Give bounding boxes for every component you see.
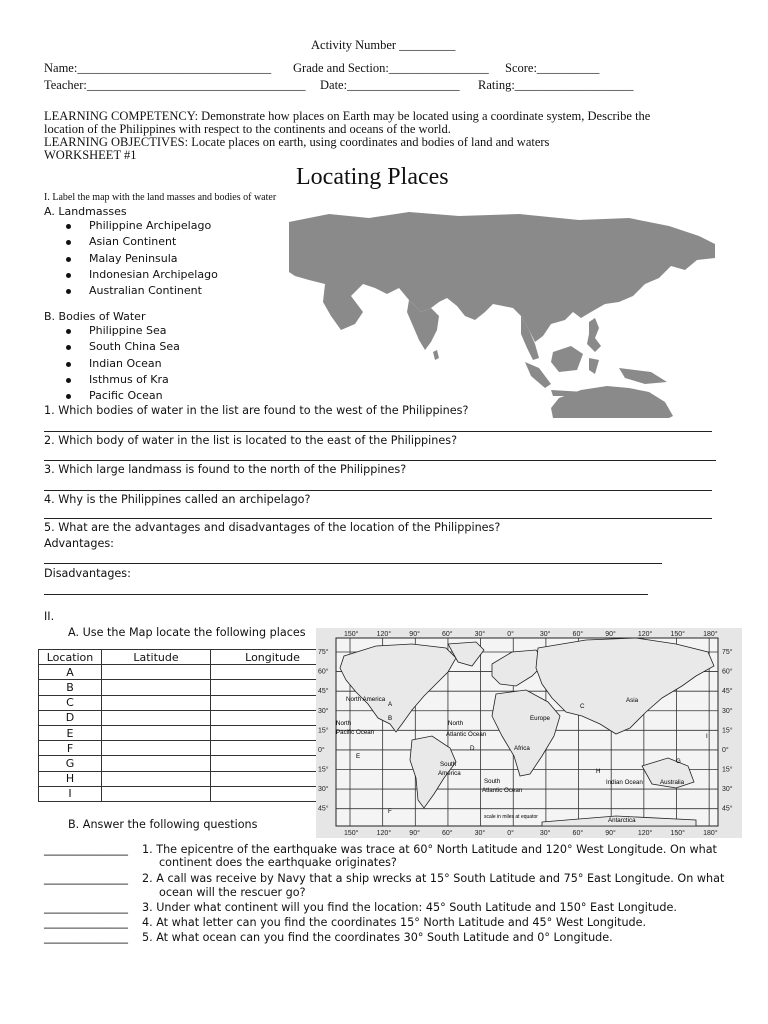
philippines-shape	[587, 318, 601, 352]
right-latitude-label: 15°	[722, 766, 733, 774]
waters-list	[44, 323, 180, 404]
question-3: 3. Which large landmass is found to the north of the Philippines?	[44, 463, 407, 476]
part2-question-5: 5. At what ocean can you find the coordinates 30° South Latitude and 0° Longitude.	[142, 931, 613, 944]
rating-field[interactable]: Rating:___________________	[478, 78, 634, 92]
table-header-location: Location	[39, 650, 102, 665]
label-north-america: North America	[346, 696, 386, 703]
right-latitude-label: 15°	[722, 727, 733, 735]
left-latitude-label: 0°	[318, 746, 325, 754]
top-longitude-label: 150°	[670, 631, 685, 638]
top-longitude-label: 180°	[703, 631, 718, 638]
list-item: Philippine Archipelago	[44, 218, 218, 234]
marker-g: G	[676, 758, 681, 765]
bullet-icon	[66, 289, 71, 294]
part2-question-1: 1. The epicentre of the earthquake was trace at 60° North Latitude and 120° West Longitude. On what	[142, 843, 717, 856]
table-row: F	[39, 741, 335, 756]
table-row: G	[39, 756, 335, 771]
part1-instruction: I. Label the map with the land masses and bodies of water	[44, 192, 277, 203]
latitude-cell[interactable]	[102, 725, 211, 740]
teacher-field[interactable]: Teacher:___________________________________	[44, 78, 306, 92]
list-item: Australian Continent	[44, 283, 218, 299]
table-row: C	[39, 695, 335, 710]
landmasses-list	[44, 218, 218, 299]
answer-blank-5[interactable]: _______________	[44, 931, 128, 944]
marker-a: A	[388, 701, 393, 708]
date-field[interactable]: Date:__________________	[320, 78, 460, 92]
table-row: D	[39, 710, 335, 725]
left-latitude-label: 15°	[318, 727, 329, 735]
table-row: E	[39, 725, 335, 740]
list-item: Philippine Sea	[44, 323, 180, 339]
right-latitude-label: 45°	[722, 688, 733, 696]
answer-line-4[interactable]	[44, 518, 712, 519]
label-indian-ocean: Indian Ocean	[606, 779, 643, 786]
label-scale: scale in miles at equator	[484, 814, 538, 820]
top-longitude-label: 120°	[376, 631, 392, 638]
label-north-atlantic: North	[448, 720, 464, 727]
learning-objectives: LEARNING OBJECTIVES: Locate places on earth, using coordinates and bodies of land and waters	[44, 135, 550, 149]
bullet-icon	[66, 224, 71, 229]
score-field[interactable]: Score:__________	[505, 61, 600, 75]
table-row: I	[39, 786, 335, 801]
disadvantages-label: Disadvantages:	[44, 567, 131, 580]
top-longitude-label: 60°	[441, 631, 453, 638]
sumatra-shape	[525, 362, 551, 388]
top-longitude-label: 120°	[637, 631, 653, 638]
answer-line-2[interactable]	[44, 460, 716, 461]
left-latitude-label: 60°	[318, 668, 329, 676]
worksheet-label: WORKSHEET #1	[44, 148, 137, 162]
label-north-atlantic-2: Atlantic Ocean	[446, 731, 487, 738]
label-south-atlantic: South	[484, 778, 501, 785]
bullet-icon	[66, 240, 71, 245]
left-latitude-label: 30°	[318, 707, 329, 715]
label-south-america: South	[440, 761, 457, 768]
table-row: H	[39, 771, 335, 786]
list-item: Isthmus of Kra	[44, 372, 180, 388]
bullet-icon	[66, 345, 71, 350]
answer-line-3[interactable]	[44, 490, 712, 491]
left-latitude-label: 45°	[318, 805, 329, 813]
list-item: Pacific Ocean	[44, 388, 180, 404]
label-north-pacific: North	[336, 720, 352, 727]
disadvantages-line[interactable]	[44, 594, 648, 595]
label-africa: Africa	[514, 745, 530, 752]
label-south-atlantic-2: Atlantic Ocean	[482, 787, 523, 794]
part2-question-4: 4. At what letter can you find the coordinates 15° North Latitude and 45° West Longitude.	[142, 916, 647, 929]
top-longitude-label: 90°	[409, 631, 420, 638]
right-latitude-label: 75°	[722, 649, 733, 656]
top-longitude-label: 0°	[507, 631, 514, 638]
latitude-cell[interactable]	[102, 756, 211, 771]
sulawesi-shape	[589, 358, 599, 374]
top-longitude-label: 60°	[572, 631, 584, 638]
answer-blank-4[interactable]: _______________	[44, 916, 128, 929]
label-europe: Europe	[530, 715, 550, 722]
table-row: B	[39, 680, 335, 695]
sri-lanka-shape	[433, 350, 439, 360]
latitude-cell[interactable]	[102, 665, 211, 680]
part2-b-instruction: B. Answer the following questions	[68, 818, 258, 831]
bullet-icon	[66, 273, 71, 278]
world-grid-map	[316, 628, 742, 838]
bottom-longitude-label: 120°	[637, 830, 653, 837]
bullet-icon	[66, 362, 71, 367]
question-2: 2. Which body of water in the list is located to the east of the Philippines?	[44, 434, 458, 447]
answer-blank-2[interactable]: _______________	[44, 872, 128, 885]
learning-competency: LEARNING COMPETENCY: Demonstrate how places on Earth may be located using a coordinate system, Describe the	[44, 109, 651, 123]
borneo-shape	[551, 346, 583, 372]
bullet-icon	[66, 329, 71, 334]
answer-blank-1[interactable]: _______________	[44, 843, 128, 856]
bullet-icon	[66, 257, 71, 262]
left-latitude-label: 45°	[318, 688, 329, 696]
waters-heading: B. Bodies of Water	[44, 310, 146, 323]
new-guinea-shape	[619, 368, 667, 384]
right-latitude-label: 0°	[722, 746, 729, 754]
part2-question-3: 3. Under what continent will you find the location: 45° South Latitude and 150° East Longitude.	[142, 901, 677, 914]
right-latitude-label: 60°	[722, 668, 733, 676]
latitude-cell[interactable]	[102, 710, 211, 725]
asia-pacific-map	[289, 212, 715, 418]
label-antarctica: Antarctica	[608, 817, 636, 824]
latitude-cell[interactable]	[102, 771, 211, 786]
learning-competency-cont: location of the Philippines with respect to the continents and oceans of the world.	[44, 122, 451, 136]
list-item: South China Sea	[44, 339, 180, 355]
table-header-longitude: Longitude	[211, 650, 335, 665]
marker-c: C	[580, 703, 585, 710]
part2-heading: II.	[44, 610, 55, 623]
label-south-america-2: America	[438, 770, 461, 777]
question-5: 5. What are the advantages and disadvantages of the location of the Philippines?	[44, 521, 501, 534]
left-latitude-label: 15°	[318, 766, 329, 774]
marker-b: B	[388, 715, 393, 722]
name-field[interactable]: Name:_______________________________	[44, 61, 272, 75]
label-australia: Australia	[660, 779, 685, 786]
label-asia: Asia	[626, 697, 639, 704]
left-latitude-label: 30°	[318, 786, 329, 794]
part2-question-2: 2. A call was receive by Navy that a ship wrecks at 15° South Latitude and 75° East Longitude. On what	[142, 872, 725, 885]
bottom-longitude-label: 30°	[539, 830, 551, 837]
marker-f: F	[388, 808, 392, 815]
page-title: Locating Places	[296, 164, 449, 190]
grade-section-field[interactable]: Grade and Section:________________	[293, 61, 489, 75]
bullet-icon	[66, 378, 71, 383]
bottom-longitude-label: 60°	[441, 830, 453, 837]
label-north-pacific-2: Pacific Ocean	[336, 729, 375, 736]
part2-question-2-cont: ocean will the rescuer go?	[159, 886, 306, 899]
top-longitude-label: 150°	[344, 631, 359, 638]
advantages-line[interactable]	[44, 563, 662, 564]
location-table	[38, 649, 335, 802]
bottom-longitude-label: 60°	[572, 830, 584, 837]
marker-i: I	[706, 733, 708, 740]
marker-d: D	[470, 745, 475, 752]
right-latitude-label: 30°	[722, 786, 733, 794]
latitude-cell[interactable]	[102, 741, 211, 756]
bottom-longitude-label: 30°	[474, 830, 486, 837]
bottom-longitude-label: 120°	[376, 830, 392, 837]
activity-number: Activity Number _________	[311, 38, 456, 52]
question-4: 4. Why is the Philippines called an archipelago?	[44, 493, 311, 506]
top-longitude-label: 90°	[605, 631, 616, 638]
left-latitude-label: 75°	[318, 649, 329, 656]
question-1: 1. Which bodies of water in the list are found to the west of the Philippines?	[44, 404, 469, 417]
top-longitude-label: 30°	[474, 631, 486, 638]
list-item: Indonesian Archipelago	[44, 267, 218, 283]
australia-shape	[551, 386, 673, 418]
right-latitude-label: 30°	[722, 707, 733, 715]
table-header-latitude: Latitude	[102, 650, 211, 665]
bottom-longitude-label: 0°	[507, 830, 514, 837]
landmasses-heading: A. Landmasses	[44, 205, 127, 218]
latitude-cell[interactable]	[102, 695, 211, 710]
answer-line-1[interactable]	[44, 431, 712, 432]
list-item: Malay Peninsula	[44, 251, 218, 267]
list-item: Indian Ocean	[44, 356, 180, 372]
bottom-longitude-label: 90°	[605, 830, 616, 837]
part2-a-instruction: A. Use the Map locate the following places	[68, 626, 306, 639]
bottom-longitude-label: 150°	[344, 830, 359, 837]
bullet-icon	[66, 394, 71, 399]
advantages-label: Advantages:	[44, 537, 114, 550]
bottom-longitude-label: 90°	[409, 830, 420, 837]
marker-e: E	[356, 753, 361, 760]
marker-h: H	[596, 768, 601, 775]
answer-blank-3[interactable]: _______________	[44, 901, 128, 914]
top-longitude-label: 30°	[539, 631, 551, 638]
table-row: A	[39, 665, 335, 680]
right-latitude-label: 45°	[722, 805, 733, 813]
part2-question-1-cont: continent does the earthquake originates?	[159, 856, 397, 869]
list-item: Asian Continent	[44, 234, 218, 250]
latitude-cell[interactable]	[102, 786, 211, 801]
bottom-longitude-label: 180°	[703, 830, 718, 837]
bottom-longitude-label: 150°	[670, 830, 685, 837]
latitude-cell[interactable]	[102, 680, 211, 695]
